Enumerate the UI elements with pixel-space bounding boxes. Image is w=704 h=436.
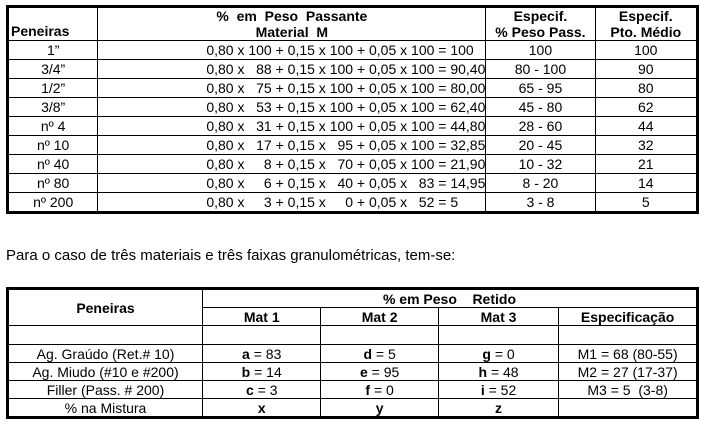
specification-value: M1 = 68 (80-55)	[559, 345, 698, 363]
material-row	[8, 345, 698, 363]
mat3-value-variable: h	[478, 363, 488, 380]
mat3-value	[438, 345, 558, 363]
passing-calculation: 0,80 x 53 + 0,15 x 100 + 0,05 x 100 = 62,40	[98, 98, 486, 117]
sieve-label: 3/8”	[8, 98, 98, 117]
header-mat3: Mat 3	[438, 308, 558, 326]
material-label: Filler (Pass. # 200)	[8, 381, 203, 399]
sieve-row	[8, 41, 698, 60]
header-passante-line2: Material M	[98, 24, 486, 41]
mat1-value-number: = 83	[249, 345, 282, 362]
mat3-value	[438, 363, 558, 381]
passing-calculation: 0,80 x 100 + 0,15 x 100 + 0,05 x 100 = 100	[98, 41, 486, 60]
header-retido: % em Peso Retido	[203, 289, 698, 308]
mistura-label: % na Mistura	[8, 399, 203, 418]
passing-calculation: 0,80 x 17 + 0,15 x 95 + 0,05 x 100 = 32,85	[98, 136, 486, 155]
spec-range: 45 - 80	[486, 98, 595, 117]
sieve-row	[8, 136, 698, 155]
mistura-y: y	[321, 399, 438, 418]
header-passante-line1: % em Peso Passante	[98, 7, 486, 25]
specification-value: M3 = 5 (3-8)	[559, 381, 698, 399]
sieve-label: 3/4”	[8, 60, 98, 79]
mat1-value-number: = 14	[250, 363, 282, 380]
mat3-value	[438, 381, 558, 399]
spec-midpoint: 44	[595, 117, 698, 136]
sieve-label: nº 4	[8, 117, 98, 136]
material-label: Ag. Miudo (#10 e #200)	[8, 363, 203, 381]
spec-midpoint: 21	[595, 155, 698, 174]
header-espec-pass-line1: Especif.	[486, 7, 595, 25]
sieve-row	[8, 193, 698, 213]
header-espec-pass-line2: % Peso Pass.	[486, 24, 595, 41]
sieve-label: nº 10	[8, 136, 98, 155]
spec-range: 100	[486, 41, 595, 60]
spec-midpoint: 32	[595, 136, 698, 155]
mat1-value-variable: c	[245, 381, 254, 398]
spec-midpoint: 100	[595, 41, 698, 60]
sieve-label: nº 80	[8, 174, 98, 193]
mat2-value-number: = 5	[372, 345, 396, 362]
mistura-x: x	[203, 399, 321, 418]
header-mat1: Mat 1	[203, 308, 321, 326]
spec-midpoint: 90	[595, 60, 698, 79]
materials-retained-table	[6, 287, 699, 419]
mat2-value-variable: e	[359, 363, 368, 380]
header-peneiras: Peneiras	[8, 289, 203, 326]
spec-midpoint: 62	[595, 98, 698, 117]
sieve-row	[8, 117, 698, 136]
header-espec-med-line2: Pto. Médio	[595, 24, 698, 41]
spec-range: 10 - 32	[486, 155, 595, 174]
material-row	[8, 381, 698, 399]
spec-range: 28 - 60	[486, 117, 595, 136]
spec-midpoint: 14	[595, 174, 698, 193]
mat2-value-variable: f	[365, 381, 371, 398]
mistura-row	[8, 399, 698, 418]
sieve-passing-table	[6, 5, 699, 214]
mat2-value-number: = 0	[370, 381, 394, 398]
mistura-z: z	[438, 399, 558, 418]
passing-calculation: 0,80 x 8 + 0,15 x 70 + 0,05 x 100 = 21,90	[98, 155, 486, 174]
sieve-label: 1/2”	[8, 79, 98, 98]
mat3-value-variable: i	[480, 381, 485, 398]
mat2-value-number: = 95	[367, 363, 400, 380]
mat1-value-variable: b	[241, 363, 251, 380]
mat1-value	[203, 345, 321, 363]
spec-range: 8 - 20	[486, 174, 595, 193]
sieve-row	[8, 98, 698, 117]
header-espec-med-line1: Especif.	[595, 7, 698, 25]
mat2-value	[321, 345, 438, 363]
passing-calculation: 0,80 x 31 + 0,15 x 100 + 0,05 x 100 = 44,80	[98, 117, 486, 136]
mat3-value-number: = 52	[484, 381, 517, 398]
sieve-label: nº 200	[8, 193, 98, 213]
sieve-label: 1”	[8, 41, 98, 60]
mat2-value	[321, 363, 438, 381]
sieve-row	[8, 174, 698, 193]
specification-value: M2 = 27 (17-37)	[559, 363, 698, 381]
header-especificacao: Especificação	[559, 308, 698, 326]
blank-row	[8, 326, 698, 345]
spec-range: 3 - 8	[486, 193, 595, 213]
passing-calculation: 0,80 x 6 + 0,15 x 40 + 0,05 x 83 = 14,95	[98, 174, 486, 193]
spec-midpoint: 5	[595, 193, 698, 213]
mat2-value-variable: d	[363, 345, 373, 362]
mat2-value	[321, 381, 438, 399]
spec-midpoint: 80	[595, 79, 698, 98]
mat1-value-number: = 3	[253, 381, 278, 398]
sieve-row	[8, 60, 698, 79]
mat1-value	[203, 381, 321, 399]
header-mat2: Mat 2	[321, 308, 438, 326]
sieve-label: nº 40	[8, 155, 98, 174]
mat1-value	[203, 363, 321, 381]
mat3-value-number: = 48	[487, 363, 519, 380]
mat3-value-number: = 0	[490, 345, 515, 362]
material-label: Ag. Graúdo (Ret.# 10)	[8, 345, 203, 363]
passing-calculation: 0,80 x 75 + 0,15 x 100 + 0,05 x 100 = 80,00	[98, 79, 486, 98]
material-row	[8, 363, 698, 381]
mat1-value-variable: a	[242, 345, 250, 362]
passing-calculation: 0,80 x 3 + 0,15 x 0 + 0,05 x 52 = 5	[98, 193, 486, 213]
header-peneiras: Peneiras	[8, 7, 98, 41]
spec-range: 65 - 95	[486, 79, 595, 98]
passing-calculation: 0,80 x 88 + 0,15 x 100 + 0,05 x 100 = 90,40	[98, 60, 486, 79]
paragraph-text: Para o caso de três materiais e três faixas granulométricas, tem-se:	[6, 247, 456, 264]
spec-range: 20 - 45	[486, 136, 595, 155]
spec-range: 80 - 100	[486, 60, 595, 79]
sieve-row	[8, 79, 698, 98]
sieve-row	[8, 155, 698, 174]
mat3-value-variable: g	[482, 345, 491, 362]
